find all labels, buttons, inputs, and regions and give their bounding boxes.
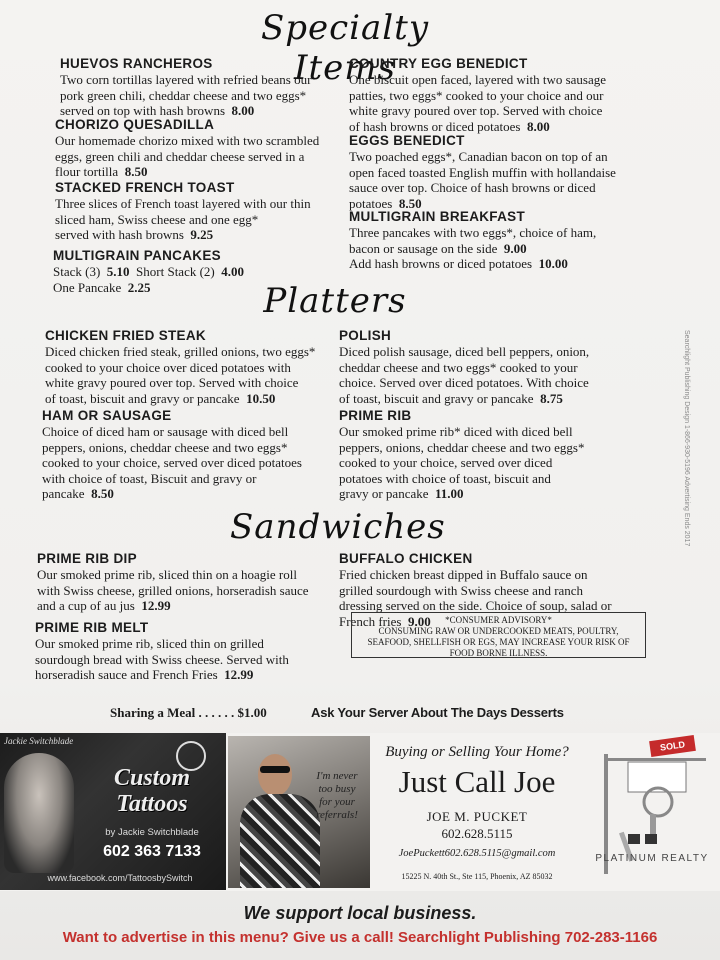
sold-banner: SOLD — [649, 735, 696, 757]
item-price: 8.50 — [124, 164, 148, 180]
item-description: Our smoked prime rib* diced with diced bell peppers, onions, cheddar cheese and two eggs* cooked to your choice, served over diced potatoes with choice of toast, biscuit and gravy or pancake 11.00 — [339, 424, 585, 502]
menu-item-prime-rib-melt — [35, 620, 335, 683]
realtor-tagline: Just Call Joe — [398, 764, 556, 799]
item-price: 9.00 — [503, 240, 527, 256]
item-description: Diced polish sausage, diced bell peppers, onion, cheddar cheese and two eggs* cooked to your choice. Served over diced potatoes. With choice of toast, biscuit and gravy or pancake 8.75 — [339, 344, 590, 406]
item-price: 11.00 — [435, 486, 464, 502]
item-description: Our smoked prime rib, sliced thin on a hoagie roll with Swiss cheese, grilled onions, horseradish sauce and a cup of au jus 12.99 — [37, 567, 309, 614]
section-heading-platters: Platters — [263, 281, 407, 321]
item-title: PRIME RIB — [339, 408, 412, 423]
tattoo-byline: by Jackie Switchblade — [105, 827, 199, 838]
item-description: Three pancakes with two eggs*, choice of ham, bacon or sausage on the side 9.00 Add hash browns or diced potatoes 10.00 — [349, 225, 597, 272]
item-price: 12.99 — [224, 667, 254, 683]
tattoo-brand: Custom Tattoos — [113, 765, 191, 817]
menu-item-prime-rib-dip — [37, 551, 337, 614]
advisory-title: *CONSUMER ADVISORY* — [445, 615, 552, 625]
item-price: 8.75 — [540, 390, 563, 406]
menu-item-huevos-rancheros — [60, 56, 330, 119]
item-title: PRIME RIB DIP — [37, 551, 137, 566]
item-title: EGGS BENEDICT — [349, 133, 465, 148]
desserts-note: Ask Your Server About The Days Desserts — [311, 705, 564, 720]
realtor-headline: Buying or Selling Your Home? — [385, 744, 569, 760]
advertise-callout: Want to advertise in this menu? Give us a call! Searchlight Publishing 702-283-1166 — [62, 929, 658, 946]
menu-item-eggs-benedict — [349, 133, 639, 211]
item-price: 8.00 — [231, 103, 255, 119]
tattoo-phone: 602 363 7133 — [103, 843, 201, 860]
item-title: CHORIZO QUESADILLA — [55, 117, 215, 132]
item-title: HAM OR SAUSAGE — [42, 408, 172, 423]
item-title: MULTIGRAIN PANCAKES — [53, 248, 221, 263]
item-description: Fried chicken breast dipped in Buffalo sauce on grilled sourdough with Swiss cheese and ranch dressing served on the side. Choice of soup, salad or French fries 9.00 — [339, 567, 612, 629]
menu-item-prime-rib — [339, 408, 639, 502]
tattoo-artist-photo — [4, 753, 74, 873]
realtor-address: 15225 N. 40th St., Ste 115, Phoenix, AZ 85032 — [401, 872, 553, 881]
menu-item-multigrain-breakfast — [349, 209, 639, 272]
sharing-a-meal-note: Sharing a Meal . . . . . . $1.00 — [110, 705, 267, 720]
side-credit-text: Searchlight Publishing Design 1-866-930-5196 Advertising Ends 2017 — [683, 330, 690, 547]
support-local-business: We support local business. — [243, 903, 477, 923]
item-description: One biscuit open faced, layered with two sausage patties, two eggs* cooked to your choice and our white gravy poured over top. Served with choice of hash browns or diced potatoes 8.00 — [349, 72, 607, 134]
advisory-line: CONSUMING RAW OR UNDERCOOKED MEATS, POULTRY, — [378, 626, 619, 636]
item-description: Diced chicken fried steak, grilled onions, two eggs* cooked to your choice over diced potatoes with white gravy poured over top. Served with choice of toast, biscuit and gravy or pancake 10.50 — [45, 344, 316, 406]
realtor-email: JoePuckett602.628.5115@gmail.com — [398, 848, 556, 859]
item-title: STACKED FRENCH TOAST — [55, 180, 235, 195]
addon-price: 10.00 — [538, 256, 568, 272]
item-price: 12.99 — [141, 598, 171, 614]
menu-item-country-egg-benedict — [349, 56, 639, 134]
realtor-referral-quote: I'm never too busy for your referrals! — [316, 770, 358, 821]
advisory-line: SEAFOOD, SHELLFISH OR EGS, MAY INCREASE YOUR RISK OF — [367, 637, 630, 647]
item-description: Three slices of French toast layered with our thin sliced ham, Swiss cheese and one egg* served with hash browns 9.25 — [55, 196, 311, 243]
item-description: Choice of diced ham or sausage with diced bell peppers, onions, cheddar cheese and two eggs* cooked to your choice, served over diced potatoes with choice of toast, Biscuit and gravy or pancake 8.50 — [42, 424, 302, 502]
menu-item-ham-or-sausage — [42, 408, 332, 502]
item-description: Two poached eggs*, Canadian bacon on top of an open faced toasted English muffin with hollandaise sauce over top. Choice of hash browns or diced potatoes 8.50 — [349, 149, 616, 211]
menu-item-chorizo-quesadilla — [55, 117, 330, 180]
item-title: MULTIGRAIN BREAKFAST — [349, 209, 525, 224]
tattoo-facebook-link: www.facebook.com/TattoosbySwitch — [47, 873, 193, 883]
menu-item-stacked-french-toast — [55, 180, 330, 243]
item-price: 10.50 — [246, 390, 276, 406]
menu-item-multigrain-pancakes — [53, 248, 328, 295]
item-title: POLISH — [339, 328, 392, 343]
item-price: 9.00 — [407, 613, 431, 629]
item-price: 8.50 — [91, 486, 114, 502]
realtor-name: JOE M. PUCKET — [426, 809, 528, 824]
realty-logo: PLATINUM REALTY — [595, 853, 709, 864]
item-title: PRIME RIB MELT — [35, 620, 149, 635]
item-description: Our smoked prime rib, sliced thin on grilled sourdough bread with Swiss cheese. Served with horseradish sauce and French Fries 12.99 — [35, 636, 289, 683]
item-price: 9.25 — [190, 227, 214, 243]
tattoo-signature: Jackie Switchblade — [4, 736, 74, 746]
item-price: 8.50 — [398, 195, 422, 211]
item-title: BUFFALO CHICKEN — [339, 551, 473, 566]
advisory-line: FOOD BORNE ILLNESS. — [449, 648, 548, 658]
item-description: Our homemade chorizo mixed with two scrambled eggs, green chili and cheddar cheese served in a flour tortilla 8.50 — [55, 133, 320, 180]
tattoo-ad — [0, 733, 226, 890]
section-heading-sandwiches: Sandwiches — [230, 507, 446, 547]
consumer-advisory-box — [351, 612, 646, 658]
item-title: HUEVOS RANCHEROS — [60, 56, 213, 71]
item-title: CHICKEN FRIED STEAK — [45, 328, 206, 343]
section-heading-specialty: Specialty Items — [260, 8, 430, 88]
item-title: COUNTRY EGG BENEDICT — [349, 56, 528, 71]
item-description: Stack (3) 5.10 Short Stack (2) 4.00 One Pancake 2.25 — [53, 264, 245, 295]
item-description: Two corn tortillas layered with refried beans our pork green chili, cheddar cheese and two eggs* served on top with hash browns 8.00 — [60, 72, 312, 119]
menu-item-chicken-fried-steak — [45, 328, 335, 406]
realtor-phone: 602.628.5115 — [441, 826, 513, 841]
item-price: 8.00 — [527, 118, 550, 134]
menu-item-polish — [339, 328, 639, 406]
